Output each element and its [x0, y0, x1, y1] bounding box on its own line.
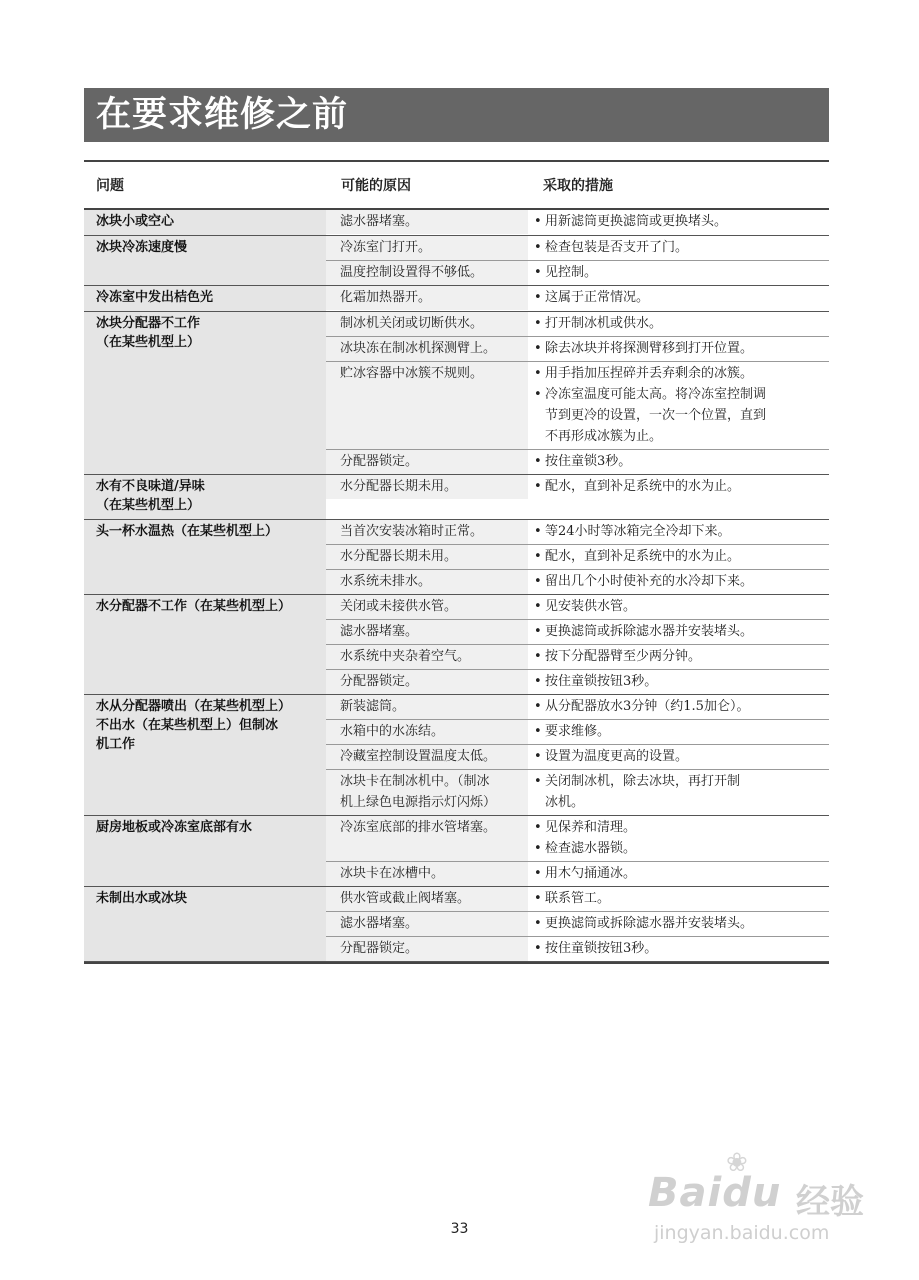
cause-action-rows: [326, 520, 829, 594]
table-group: [84, 475, 829, 520]
table-row: [326, 520, 829, 545]
cause-action-rows: [326, 816, 829, 886]
table-row: [326, 362, 829, 450]
table-header: [84, 162, 829, 210]
table-row: [326, 745, 829, 770]
table-row: [326, 937, 829, 961]
cause-cell: 冷藏室控制设置温度太低。: [326, 745, 528, 769]
table-group: [84, 595, 829, 695]
page-title: 在要求维修之前: [96, 95, 349, 135]
action-item: • 设置为温度更高的设置。: [534, 746, 823, 767]
cause-cell: 温度控制设置得不够低。: [326, 261, 528, 285]
action-cell: [528, 720, 829, 744]
action-cell: [528, 570, 829, 594]
cause-cell: 新装滤筒。: [326, 695, 528, 719]
cause-cell: 化霜加热器开。: [326, 286, 528, 310]
cause-cell: 分配器锁定。: [326, 937, 528, 961]
table-row: [326, 236, 829, 261]
action-item: • 联系管工。: [534, 888, 823, 909]
action-item: • 按住童锁按钮3秒。: [534, 671, 823, 692]
action-cell: [528, 210, 829, 234]
table-group: [84, 210, 829, 236]
action-item: • 等24小时等冰箱完全冷却下来。: [534, 521, 823, 542]
cause-cell: 制冰机关闭或切断供水。: [326, 312, 528, 336]
action-cell: [528, 312, 829, 336]
table-group: [84, 286, 829, 312]
watermark-url: jingyan.baidu.com: [654, 1222, 830, 1244]
cause-cell: 当首次安装冰箱时正常。: [326, 520, 528, 544]
table-body: [84, 210, 829, 962]
cause-action-rows: [326, 210, 829, 235]
title-bar: [84, 88, 829, 142]
action-cell: [528, 887, 829, 911]
table-group: [84, 520, 829, 595]
table-row: [326, 337, 829, 362]
watermark: [648, 1148, 878, 1252]
table-row: [326, 620, 829, 645]
cause-cell: 水分配器长期未用。: [326, 475, 528, 499]
problem-cell: [84, 475, 326, 519]
table-row: [326, 450, 829, 474]
action-cell: [528, 670, 829, 694]
action-item: • 这属于正常情况。: [534, 287, 823, 308]
problem-text: 水从分配器喷出（在某些机型上）: [96, 699, 292, 714]
table-row: [326, 475, 829, 499]
action-item: • 冷冻室温度可能太高。将冷冻室控制调 节到更冷的设置，一次一个位置，直到 不再形成冰簇为止。: [534, 384, 823, 447]
problem-text: 水分配器不工作（在某些机型上）: [96, 599, 292, 614]
action-item: • 按下分配器臂至少两分钟。: [534, 646, 823, 667]
action-cell: [528, 520, 829, 544]
table-row: [326, 545, 829, 570]
action-item: • 检查滤水器锁。: [534, 838, 823, 859]
action-cell: [528, 286, 829, 310]
action-item: • 用手指加压捏碎并丢弃剩余的冰簇。: [534, 363, 823, 384]
problem-cell: [84, 286, 326, 311]
cause-cell: 分配器锁定。: [326, 670, 528, 694]
table-row: [326, 862, 829, 886]
cause-cell: 滤水器堵塞。: [326, 912, 528, 936]
problem-cell: [84, 520, 326, 594]
action-item: • 配水，直到补足系统中的水为止。: [534, 546, 823, 567]
action-cell: [528, 912, 829, 936]
header-cause: 可能的原因: [341, 178, 411, 194]
cause-cell: 分配器锁定。: [326, 450, 528, 474]
problem-text: 冷冻室中发出桔色光: [96, 290, 214, 305]
action-cell: [528, 475, 829, 499]
action-cell: [528, 620, 829, 644]
cause-action-rows: [326, 312, 829, 474]
table-group: [84, 236, 829, 286]
action-item: • 更换滤筒或拆除滤水器并安装堵头。: [534, 913, 823, 934]
cause-action-rows: [326, 286, 829, 311]
watermark-cn: 经验: [796, 1182, 864, 1222]
cause-action-rows: [326, 236, 829, 285]
action-cell: [528, 937, 829, 961]
cause-cell: 冷冻室门打开。: [326, 236, 528, 260]
action-cell: [528, 545, 829, 569]
action-item: • 按住童锁3秒。: [534, 451, 823, 472]
page-number: 33: [450, 1221, 469, 1237]
cause-action-rows: [326, 475, 829, 519]
table-row: [326, 570, 829, 594]
table-row: [326, 912, 829, 937]
problem-text: （在某些机型上）: [96, 335, 201, 350]
table-row: [326, 210, 829, 234]
table-group: [84, 887, 829, 962]
action-cell: [528, 450, 829, 474]
table-row: [326, 887, 829, 912]
action-cell: [528, 695, 829, 719]
action-cell: [528, 337, 829, 361]
problem-text: 厨房地板或冷冻室底部有水: [96, 820, 253, 835]
problem-cell: [84, 695, 326, 815]
action-cell: [528, 816, 829, 861]
table-row: [326, 312, 829, 337]
action-item: • 用木勺捅通冰。: [534, 863, 823, 884]
action-cell: [528, 362, 829, 449]
action-cell: [528, 770, 829, 815]
problem-text: 冰块冷冻速度慢: [96, 240, 188, 255]
action-item: • 除去冰块并将探测臂移到打开位置。: [534, 338, 823, 359]
table-row: [326, 816, 829, 862]
action-item: • 从分配器放水3分钟（约1.5加仑）。: [534, 696, 823, 717]
watermark-logo: Baidu: [648, 1170, 782, 1216]
action-item: • 见保养和清理。: [534, 817, 823, 838]
problem-cell: [84, 210, 326, 235]
cause-cell: 水分配器长期未用。: [326, 545, 528, 569]
cause-cell: 冰块卡在冰槽中。: [326, 862, 528, 886]
action-item: • 打开制冰机或供水。: [534, 313, 823, 334]
action-item: • 按住童锁按钮3秒。: [534, 938, 823, 959]
action-item: • 要求维修。: [534, 721, 823, 742]
cause-cell: 滤水器堵塞。: [326, 620, 528, 644]
problem-text: 水有不良味道/异味: [96, 479, 205, 494]
action-item: • 检查包装是否支开了门。: [534, 237, 823, 258]
problem-cell: [84, 595, 326, 694]
cause-cell: 滤水器堵塞。: [326, 210, 528, 234]
troubleshooting-table: [84, 160, 829, 964]
problem-text: 不出水（在某些机型上）但制冰: [96, 718, 279, 733]
cause-action-rows: [326, 887, 829, 961]
action-item: • 更换滤筒或拆除滤水器并安装堵头。: [534, 621, 823, 642]
action-cell: [528, 862, 829, 886]
action-cell: [528, 745, 829, 769]
cause-action-rows: [326, 595, 829, 694]
problem-text: 机工作: [96, 737, 136, 752]
problem-text: 冰块分配器不工作: [96, 316, 201, 331]
action-cell: [528, 261, 829, 285]
table-row: [326, 695, 829, 720]
table-row: [326, 670, 829, 694]
problem-text: 冰块小或空心: [96, 214, 175, 229]
header-problem: 问题: [96, 178, 124, 194]
table-group: [84, 695, 829, 816]
action-item: • 配水，直到补足系统中的水为止。: [534, 476, 823, 497]
cause-cell: 冰块冻在制冰机探测臂上。: [326, 337, 528, 361]
table-row: [326, 770, 829, 815]
action-cell: [528, 645, 829, 669]
cause-cell: 冷冻室底部的排水管堵塞。: [326, 816, 528, 861]
table-group: [84, 816, 829, 887]
problem-cell: [84, 236, 326, 285]
cause-action-rows: [326, 695, 829, 815]
table-row: [326, 645, 829, 670]
table-row: [326, 286, 829, 310]
action-cell: [528, 236, 829, 260]
problem-text: （在某些机型上）: [96, 498, 201, 513]
problem-text: 未制出水或冰块: [96, 891, 188, 906]
action-item: • 见安装供水管。: [534, 596, 823, 617]
cause-cell: 关闭或未接供水管。: [326, 595, 528, 619]
table-group: [84, 312, 829, 475]
table-row: [326, 720, 829, 745]
action-item: • 关闭制冰机，除去冰块，再打开制 冰机。: [534, 771, 823, 813]
paw-icon: ❀: [726, 1148, 748, 1178]
header-action: 采取的措施: [543, 178, 613, 194]
problem-cell: [84, 887, 326, 961]
table-row: [326, 261, 829, 285]
table-row: [326, 595, 829, 620]
cause-cell: 水系统中夹杂着空气。: [326, 645, 528, 669]
problem-text: 头一杯水温热（在某些机型上）: [96, 524, 279, 539]
action-item: • 见控制。: [534, 262, 823, 283]
action-item: • 留出几个小时使补充的水冷却下来。: [534, 571, 823, 592]
action-item: • 用新滤筒更换滤筒或更换堵头。: [534, 211, 823, 232]
cause-cell: 水系统未排水。: [326, 570, 528, 594]
problem-cell: [84, 312, 326, 474]
cause-cell: 冰块卡在制冰机中。（制冰 机上绿色电源指示灯闪烁）: [326, 770, 528, 815]
problem-cell: [84, 816, 326, 886]
cause-cell: 供水管或截止阀堵塞。: [326, 887, 528, 911]
cause-cell: 水箱中的水冻结。: [326, 720, 528, 744]
cause-cell: 贮冰容器中冰簇不规则。: [326, 362, 528, 449]
action-cell: [528, 595, 829, 619]
